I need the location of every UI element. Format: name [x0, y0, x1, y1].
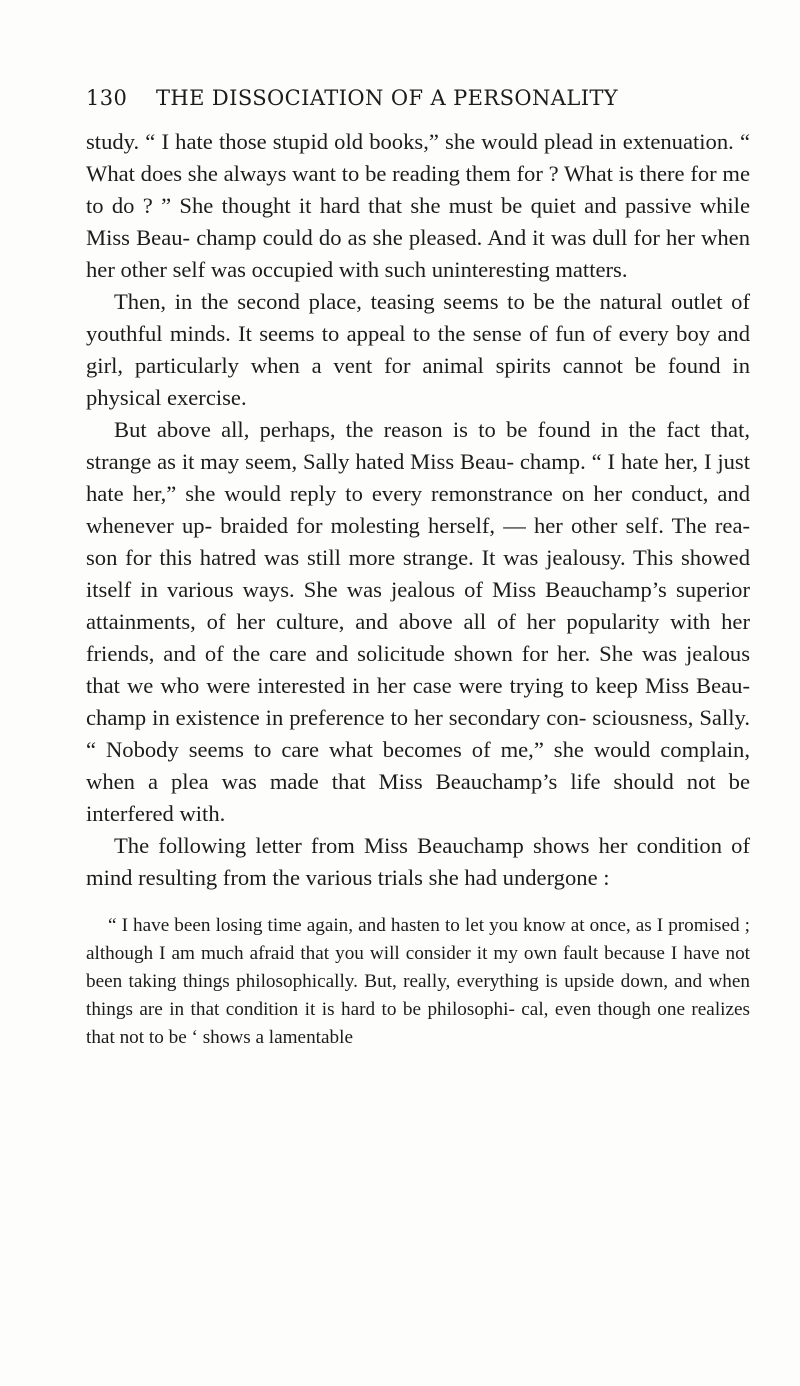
paragraph-teasing: Then, in the second place, teasing seems to be the natural outlet of youthful minds. It seems to appeal to the sense of fun of every boy and girl, particularly when a vent for animal spirits cannot be found in physical exercise. [86, 289, 750, 410]
book-page [86, 86, 750, 1071]
paragraph-letter-intro: The following letter from Miss Beauchamp shows her condition of mind resulting from the various trials she had undergone : [86, 833, 750, 890]
letter-quote: “ I have been losing time again, and hasten to let you know at once, as I promised ; although I am much afraid that you will consider it my own fault because I have not been taking things philosophically. But, really, everything is upside down, and when things are in that condition it is hard to be philosophi- cal, even though one realizes that not to be ‘ shows a lamentable [86, 915, 750, 1048]
running-head [86, 86, 750, 120]
page-number: 130 [86, 86, 128, 110]
running-head-title: THE DISSOCIATION OF A PERSONALITY [156, 86, 619, 110]
paragraph-study: study. “ I hate those stupid old books,” she would plead in extenuation. “ What does she always want to be reading them for ? What is there for me to do ? ” She thought it hard that she must be quiet and passive while Miss Beau- champ could do as she pleased. And it was dull for her when her other self was occupied with such uninteresting matters. [86, 129, 750, 282]
paragraph-jealousy: But above all, perhaps, the reason is to be found in the fact that, strange as it may seem, Sally hated Miss Beau- champ. “ I hate her, I just hate her,” she would reply to every remonstrance on her conduct, and whenever up- braided for molesting herself, — her other self. The rea- son for this hatred was still more strange. It was jealousy. This showed itself in various ways. She was jealous of Miss Beauchamp’s superior attainments, of her culture, and above all of her popularity with her friends, and of the care and solicitude shown for her. She was jealous that we who were interested in her case were trying to keep Miss Beau- champ in existence in preference to her secondary con- sciousness, Sally. “ Nobody seems to care what becomes of me,” she would complain, when a plea was made that Miss Beauchamp’s life should not be interfered with. [86, 417, 750, 826]
body-text [86, 126, 750, 894]
